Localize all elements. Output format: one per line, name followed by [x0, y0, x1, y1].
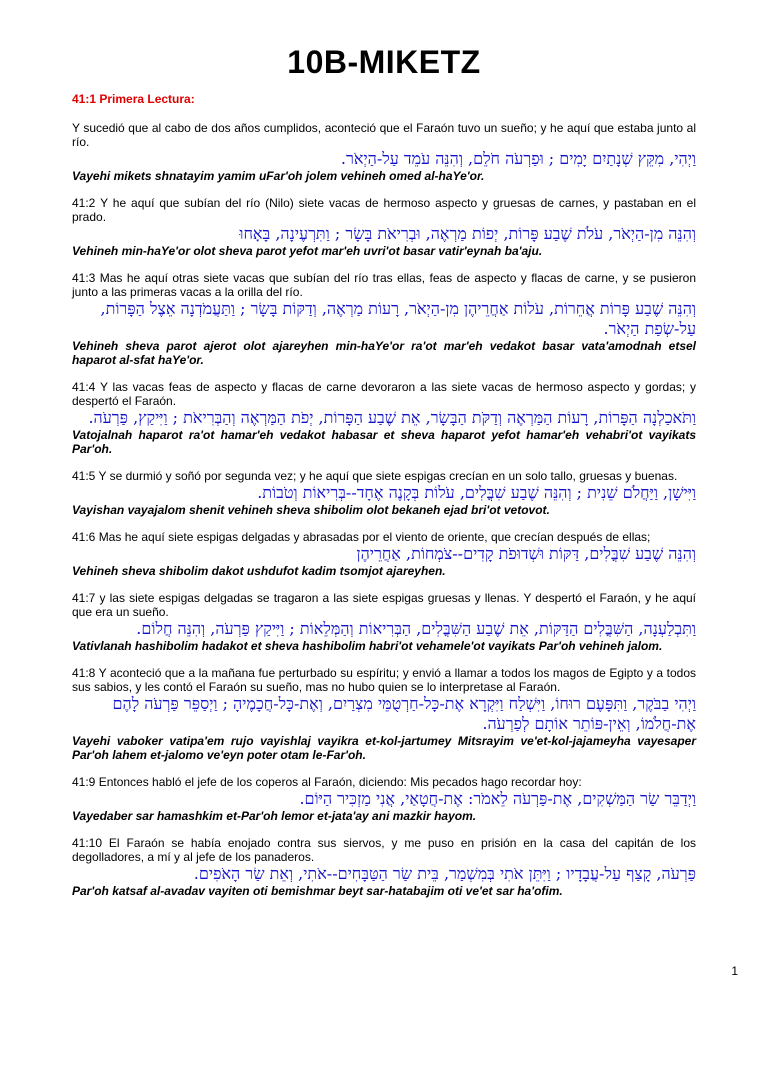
verse-41-4 — [72, 380, 696, 456]
page-title: 10B-MIKETZ — [287, 44, 481, 80]
verse-41-7 — [72, 591, 696, 653]
spanish-text: 41:5 Y se durmió y soñó por segunda vez; y he aquí que siete espigas crecían en un solo tallo, gruesas y buenas. — [72, 469, 678, 483]
verse-41-9 — [72, 775, 696, 823]
spanish-text: Y sucedió que al cabo de dos años cumplidos, aconteció que el Faraón tuvo un sueño; y he aquí que estaba junto al río. — [72, 121, 696, 149]
transliteration-text: Vehineh min-haYe'or olot sheva parot yefot mar'eh uvri'ot basar vatir'eynah ba'aju. — [72, 244, 543, 258]
document-page — [0, 44, 768, 1068]
transliteration-text: Vatojalnah haparot ra'ot hamar'eh vedakot habasar et sheva haparot yefot hamar'eh vehabri'ot vayikats Par'oh. — [72, 428, 696, 456]
spanish-text: 41:6 Mas he aquí siete espigas delgadas y abrasadas por el viento de oriente, que crecían después de ellas; — [72, 530, 651, 544]
hebrew-text: וַיְהִי, מִקֵּץ שְׁנָתַיִם יָמִים ; וּפַרְעֹה חֹלֵם, וְהִנֵּה עֹמֵד עַל-הַיְאֹר. — [340, 149, 696, 168]
hebrew-text: וַיְדַבֵּר שַׂר הַמַּשְׁקִים, אֶת-פַּרְעֹה לֵאמֹר: אֶת-חֲטָאַי, אֲנִי מַזְכִּיר הַיּוֹם. — [299, 789, 696, 808]
verse-41-6 — [72, 530, 696, 578]
transliteration-text: Vehineh sheva shibolim dakot ushdufot kadim tsomjot ajareyhen. — [72, 564, 446, 578]
hebrew-text: וַיְהִי בַבֹּקֶר, וַתִּפָּעֶם רוּחוֹ, וַיִּשְׁלַח וַיִּקְרָא אֶת-כָּל-חַרְטֻמֵּי מִצְרַיִם, וְאֶת-כָּל-חֲכָמֶיהָ ; וַיְסַפֵּר פַּרְעֹה לָהֶם אֶת-חֲלֹמוֹ, וְאֵין-פּוֹתֵר אוֹתָם לְפַרְעֹה. — [112, 694, 696, 733]
transliteration-text: Vativlanah hashibolim hadakot et sheva hashibolim habri'ot vehamele'ot vayikats Par'oh vehineh jalom. — [72, 639, 663, 653]
transliteration-text: Vehineh sheva parot ajerot olot ajareyhen min-haYe'or ra'ot mar'eh vedakot basar vata'amodnah etsel haparot al-sfat haYe'or. — [72, 339, 696, 367]
spanish-text: 41:8 Y aconteció que a la mañana fue perturbado su espíritu; y envió a llamar a todos los magos de Egipto y a todos sus sabios, y les contó el Faraón su sueño, mas no hubo quien se lo interpretase al Faraón. — [72, 666, 696, 694]
page-number: 1 — [731, 964, 738, 978]
hebrew-text: וַיִּישָׁן, וַיַּחֲלֹם שֵׁנִית ; וְהִנֵּה שֶׁבַע שִׁבֳּלִים, עֹלוֹת בְּקָנֶה אֶחָד--בְּרִיאוֹת וְטֹבוֹת. — [257, 483, 696, 502]
hebrew-text: פַּרְעֹה, קָצַף עַל-עֲבָדָיו ; וַיִּתֵּן אֹתִי בְּמִשְׁמַר, בֵּית שַׂר הַטַּבָּחִים--אֹתִי, וְאֵת שַׂר הָאֹפִים. — [193, 864, 696, 883]
verse-41-10 — [72, 836, 696, 898]
hebrew-text: וְהִנֵּה שֶׁבַע שִׁבֳּלִים, דַּקּוֹת וּשְׁדוּפֹת קָדִים--צֹמְחוֹת, אַחֲרֵיהֶן — [356, 544, 696, 563]
hebrew-text: וַתִּבְלַעְנָה, הַשִּׁבֳּלִים הַדַּקּוֹת, אֵת שֶׁבַע הַשִּׁבֳּלִים, הַבְּרִיאוֹת וְהַמְּלֵאוֹת ; וַיִּיקַץ פַּרְעֹה, וְהִנֵּה חֲלוֹם. — [136, 619, 696, 638]
lecture-heading: 41:1 Primera Lectura: — [72, 92, 195, 106]
verse-41-5 — [72, 469, 696, 517]
hebrew-text: וַתֹּאכַלְנָה הַפָּרוֹת, רָעוֹת הַמַּרְאֶה וְדַקֹּת הַבָּשָׂר, אֵת שֶׁבַע הַפָּרוֹת, יְפֹת הַמַּרְאֶה וְהַבְּרִיאֹת ; וַיִּיקַץ, פַּרְעֹה. — [88, 408, 696, 427]
verse-41-2 — [72, 196, 696, 258]
transliteration-text: Vayishan vayajalom shenit vehineh sheva shibolim olot bekaneh ejad bri'ot vetovot. — [72, 503, 550, 517]
verse-41-8 — [72, 666, 696, 762]
verse-41-1 — [72, 121, 696, 183]
spanish-text: 41:7 y las siete espigas delgadas se tragaron a las siete espigas gruesas y llenas. Y despertó el Faraón, y he aquí que era un sueño. — [72, 591, 696, 619]
hebrew-text: וְהִנֵּה שֶׁבַע פָּרוֹת אֲחֵרוֹת, עֹלוֹת אַחֲרֵיהֶן מִן-הַיְאֹר, רָעוֹת מַרְאֶה, וְדַקּוֹת בָּשָׂר ; וַתַּעֲמֹדְנָה אֵצֶל הַפָּרוֹת, עַל-שְׂפַת הַיְאֹר. — [100, 299, 696, 338]
transliteration-text: Par'oh katsaf al-avadav vayiten oti bemishmar beyt sar-hatabajim oti ve'et sar ha'ofim. — [72, 884, 563, 898]
hebrew-text: וְהִנֵּה מִן-הַיְאֹר, עֹלֹת שֶׁבַע פָּרוֹת, יְפוֹת מַרְאֶה, וּבְרִיאֹת בָּשָׂר ; וַתִּרְעֶינָה, בָּאָחוּ — [239, 224, 696, 243]
transliteration-text: Vayehi mikets shnatayim yamim uFar'oh jolem vehineh omed al-haYe'or. — [72, 169, 485, 183]
spanish-text: 41:4 Y las vacas feas de aspecto y flacas de carne devoraron a las siete vacas de hermoso aspecto y gordas; y despertó el Faraón. — [72, 380, 696, 408]
spanish-text: 41:2 Y he aquí que subían del río (Nilo) siete vacas de hermoso aspecto y gruesas de carnes, y pastaban en el prado. — [72, 196, 696, 224]
spanish-text: 41:3 Mas he aquí otras siete vacas que subían del río tras ellas, feas de aspecto y flacas de carne, y se pusieron junto a las primeras vacas a la orilla del río. — [72, 271, 696, 299]
spanish-text: 41:10 El Faraón se había enojado contra sus siervos, y me puso en prisión en la casa del capitán de los degolladores, a mí y al jefe de los panaderos. — [72, 836, 696, 864]
spanish-text: 41:9 Entonces habló el jefe de los coperos al Faraón, diciendo: Mis pecados hago recordar hoy: — [72, 775, 582, 789]
transliteration-text: Vayehi vaboker vatipa'em rujo vayishlaj vayikra et-kol-jartumey Mitsrayim ve'et-kol-jajameyha vayesaper Par'oh lahem et-jalomo ve'eyn poter otam le-Far'oh. — [72, 734, 696, 762]
transliteration-text: Vayedaber sar hamashkim et-Par'oh lemor et-jata'ay ani mazkir hayom. — [72, 809, 477, 823]
verse-41-3 — [72, 271, 696, 367]
